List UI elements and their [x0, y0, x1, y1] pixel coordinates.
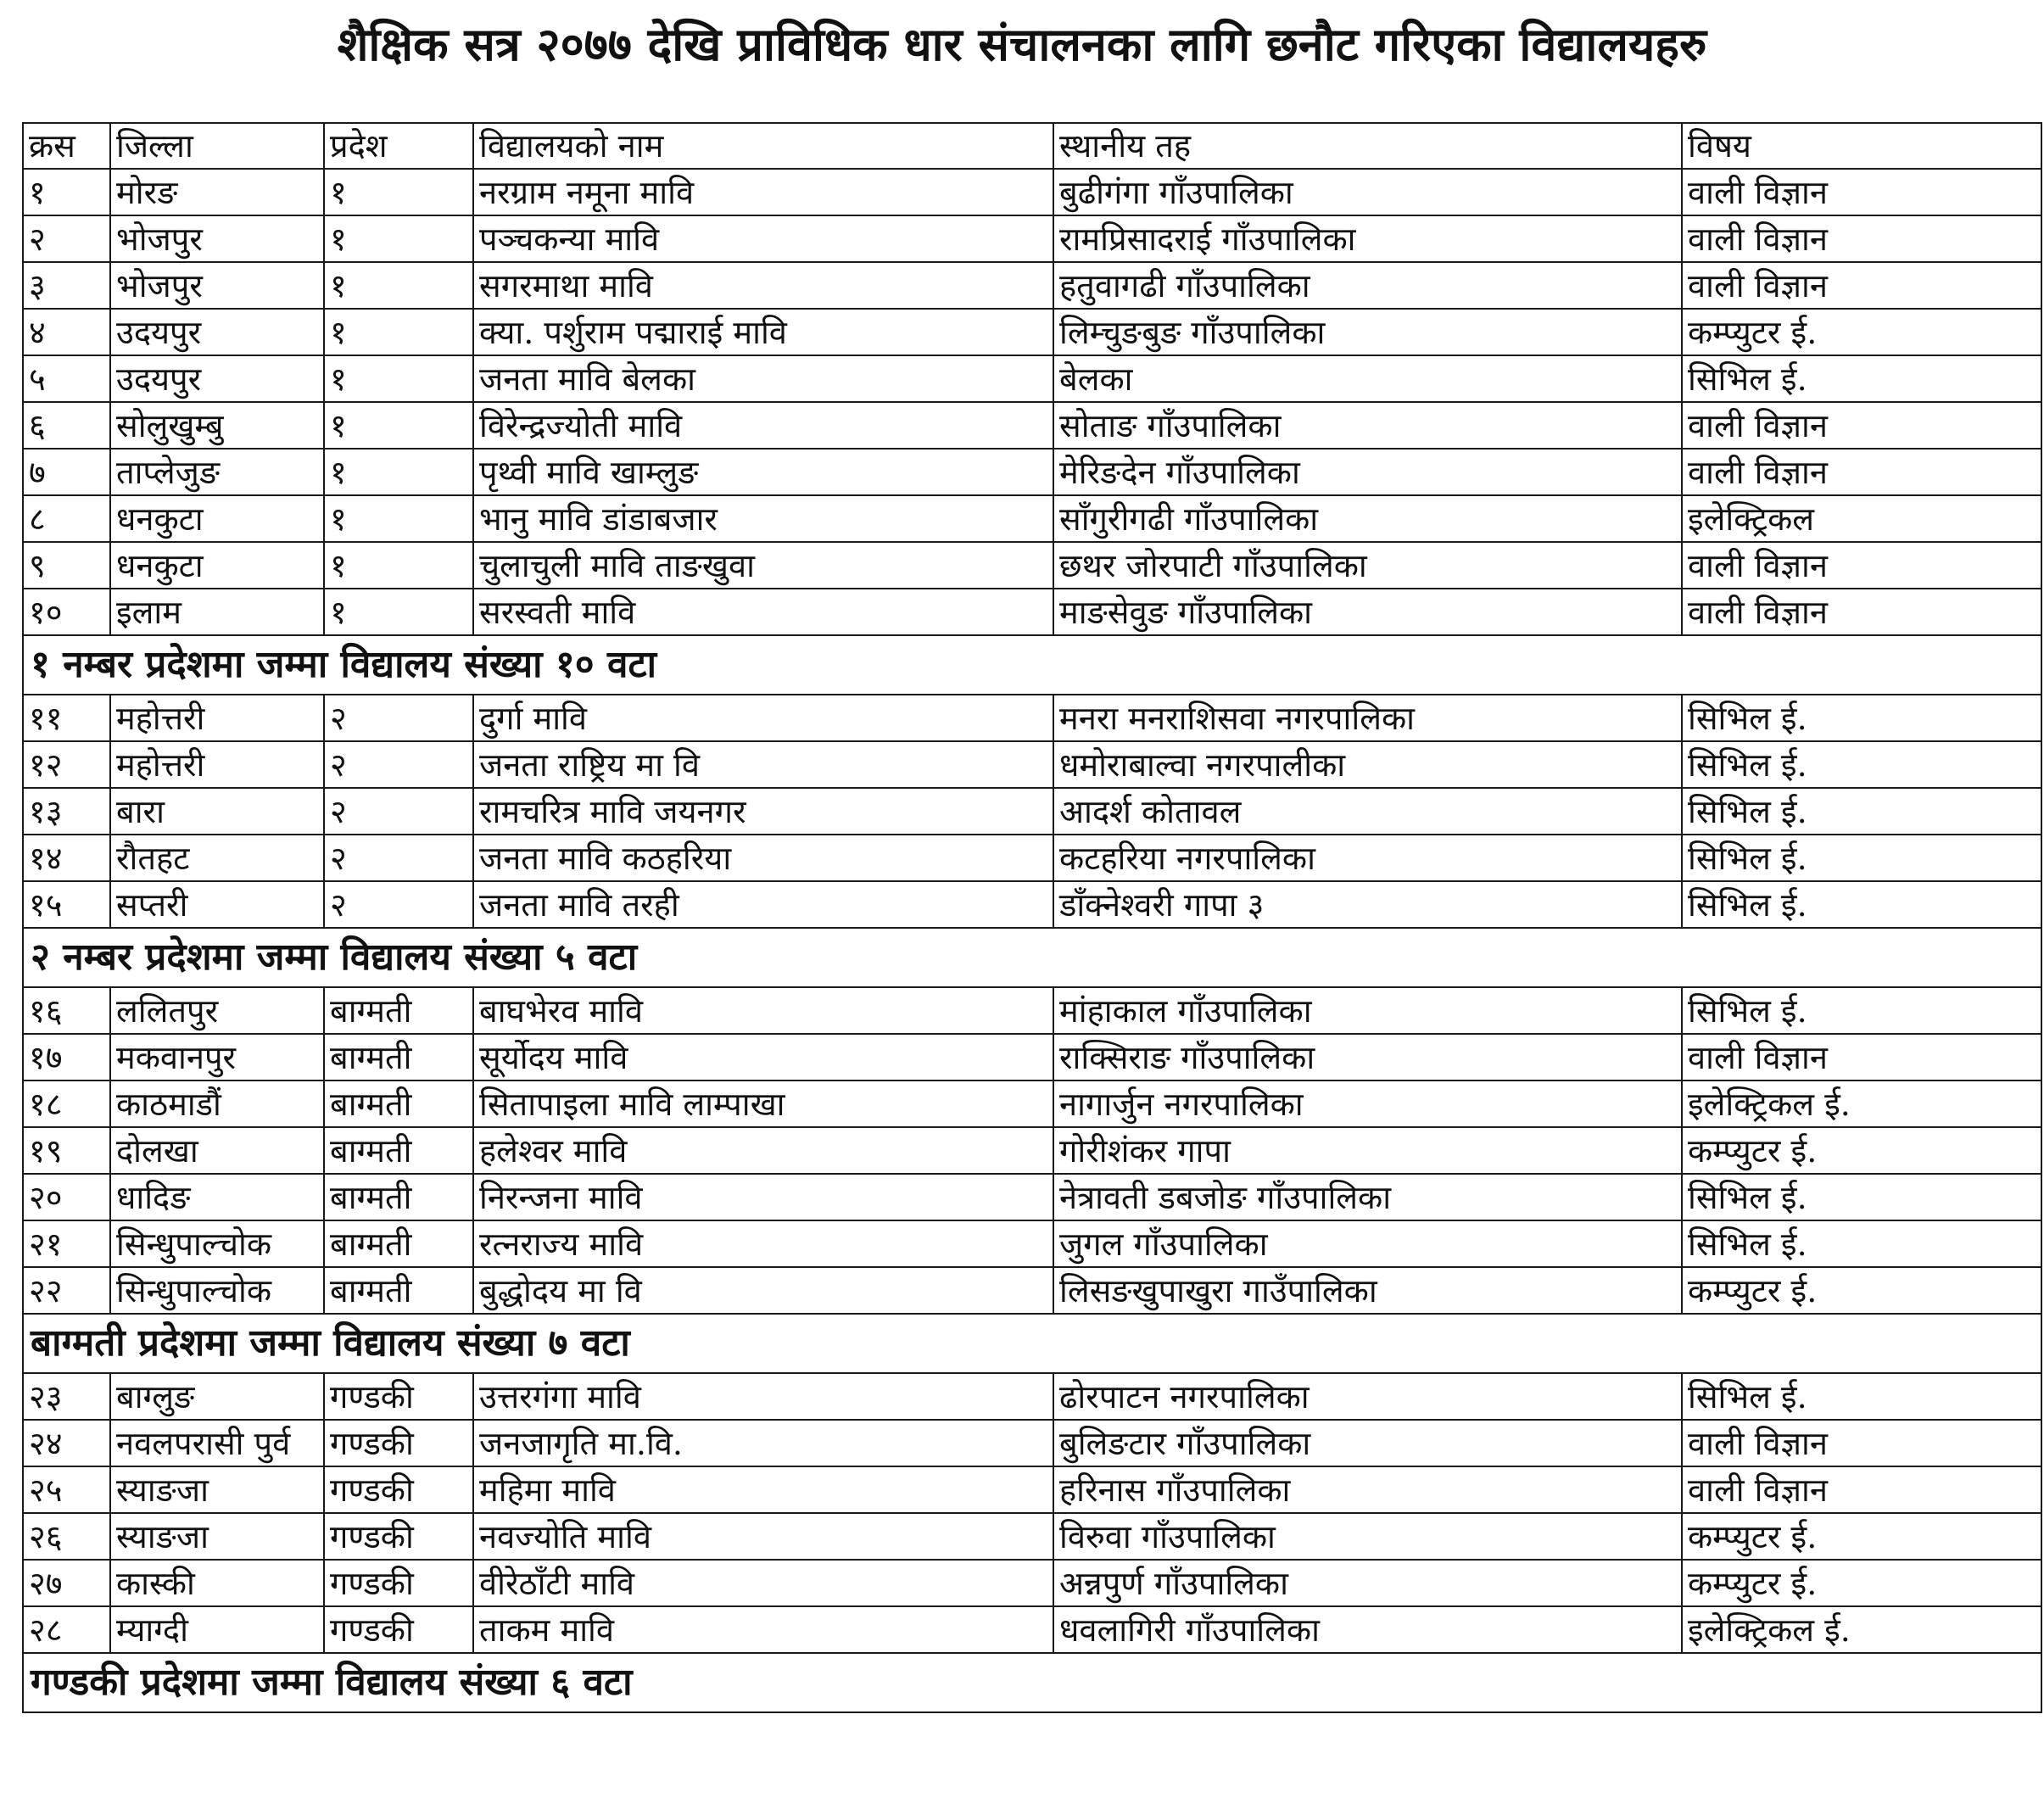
cell-local-level: बेलका [1053, 355, 1682, 402]
cell-school-name: सूर्योदय मावि [473, 1034, 1053, 1080]
table-row [23, 1127, 2041, 1174]
schools-table-body [23, 123, 2041, 1712]
cell-local-level: डाँक्नेश्वरी गापा ३ [1053, 881, 1682, 928]
cell-province: २ [324, 741, 473, 788]
cell-serial: २२ [23, 1267, 110, 1314]
cell-district: सप्तरी [110, 881, 324, 928]
cell-serial: १२ [23, 741, 110, 788]
province-summary-text: १ नम्बर प्रदेशमा जम्मा विद्यालय संख्या १० वटा [23, 635, 2041, 695]
cell-district: ताप्लेजुङ [110, 449, 324, 495]
cell-local-level: आदर्श कोतावल [1053, 788, 1682, 835]
table-row [23, 1080, 2041, 1127]
province-summary-text: बाग्मती प्रदेशमा जम्मा विद्यालय संख्या ७ वटा [23, 1314, 2041, 1373]
cell-school-name: जनता राष्ट्रिय मा वि [473, 741, 1053, 788]
cell-school-name: पृथ्वी मावि खाम्लुङ [473, 449, 1053, 495]
cell-subject: कम्प्युटर ई. [1682, 309, 2041, 355]
cell-local-level: नागार्जुन नगरपालिका [1053, 1080, 1682, 1127]
table-row [23, 402, 2041, 449]
cell-province: १ [324, 542, 473, 589]
table-row [23, 542, 2041, 589]
cell-subject: सिभिल ई. [1682, 741, 2041, 788]
cell-serial: २० [23, 1174, 110, 1220]
table-row [23, 355, 2041, 402]
table-row [23, 1466, 2041, 1513]
cell-province: १ [324, 262, 473, 309]
cell-school-name: नवज्योति मावि [473, 1513, 1053, 1560]
cell-province: गण्डकी [324, 1373, 473, 1420]
table-row [23, 1373, 2041, 1420]
cell-school-name: जनता मावि बेलका [473, 355, 1053, 402]
table-row [23, 1513, 2041, 1560]
cell-serial: २५ [23, 1466, 110, 1513]
cell-district: नवलपरासी पुर्व [110, 1420, 324, 1466]
cell-local-level: ढोरपाटन नगरपालिका [1053, 1373, 1682, 1420]
table-row [23, 835, 2041, 881]
table-row [23, 695, 2041, 741]
cell-school-name: सरस्वती मावि [473, 589, 1053, 635]
cell-local-level: छथर जोरपाटी गाँउपालिका [1053, 542, 1682, 589]
cell-local-level: रामप्रिसादराई गाँउपालिका [1053, 215, 1682, 262]
cell-district: भोजपुर [110, 262, 324, 309]
cell-serial: १८ [23, 1080, 110, 1127]
cell-serial: १६ [23, 987, 110, 1034]
table-row [23, 495, 2041, 542]
cell-local-level: लिसङखुपाखुरा गाउँपालिका [1053, 1267, 1682, 1314]
table-row [23, 309, 2041, 355]
cell-district: धादिङ [110, 1174, 324, 1220]
cell-province: गण्डकी [324, 1606, 473, 1653]
cell-local-level: साँगुरीगढी गाँउपालिका [1053, 495, 1682, 542]
cell-province: बाग्मती [324, 987, 473, 1034]
cell-school-name: निरन्जना मावि [473, 1174, 1053, 1220]
cell-province: २ [324, 881, 473, 928]
cell-province: बाग्मती [324, 1034, 473, 1080]
cell-subject: वाली विज्ञान [1682, 542, 2041, 589]
header-serial: क्रस [23, 123, 110, 169]
cell-school-name: रामचरित्र मावि जयनगर [473, 788, 1053, 835]
cell-school-name: जनता मावि कठहरिया [473, 835, 1053, 881]
cell-school-name: वीरेठाँटी मावि [473, 1560, 1053, 1606]
cell-subject: कम्प्युटर ई. [1682, 1513, 2041, 1560]
table-row [23, 215, 2041, 262]
cell-province: बाग्मती [324, 1174, 473, 1220]
cell-local-level: मेरिङदेन गाँउपालिका [1053, 449, 1682, 495]
cell-subject: सिभिल ई. [1682, 1373, 2041, 1420]
cell-district: सोलुखुम्बु [110, 402, 324, 449]
cell-subject: इलेक्ट्रिकल ई. [1682, 1606, 2041, 1653]
cell-school-name: पञ्चकन्या मावि [473, 215, 1053, 262]
cell-district: उदयपुर [110, 355, 324, 402]
cell-local-level: नेत्रावती डबजोङ गाँउपालिका [1053, 1174, 1682, 1220]
cell-province: २ [324, 695, 473, 741]
cell-subject: सिभिल ई. [1682, 1220, 2041, 1267]
cell-serial: १० [23, 589, 110, 635]
cell-subject: सिभिल ई. [1682, 788, 2041, 835]
cell-subject: इलेक्ट्रिकल [1682, 495, 2041, 542]
cell-local-level: विरुवा गाँउपालिका [1053, 1513, 1682, 1560]
cell-district: सिन्धुपाल्चोक [110, 1220, 324, 1267]
cell-local-level: जुगल गाँउपालिका [1053, 1220, 1682, 1267]
cell-serial: २४ [23, 1420, 110, 1466]
province-summary-row [23, 635, 2041, 695]
cell-serial: १ [23, 169, 110, 215]
cell-school-name: सगरमाथा मावि [473, 262, 1053, 309]
cell-serial: ६ [23, 402, 110, 449]
cell-school-name: बाघभेरव मावि [473, 987, 1053, 1034]
cell-serial: २३ [23, 1373, 110, 1420]
header-subject: विषय [1682, 123, 2041, 169]
cell-subject: वाली विज्ञान [1682, 215, 2041, 262]
cell-district: महोत्तरी [110, 695, 324, 741]
cell-serial: ३ [23, 262, 110, 309]
cell-subject: वाली विज्ञान [1682, 402, 2041, 449]
cell-district: धनकुटा [110, 542, 324, 589]
cell-school-name: नरग्राम नमूना मावि [473, 169, 1053, 215]
cell-province: १ [324, 449, 473, 495]
cell-school-name: हलेश्वर मावि [473, 1127, 1053, 1174]
table-row [23, 449, 2041, 495]
table-row [23, 1220, 2041, 1267]
cell-province: १ [324, 309, 473, 355]
cell-serial: ११ [23, 695, 110, 741]
cell-serial: ५ [23, 355, 110, 402]
table-row [23, 788, 2041, 835]
cell-serial: २७ [23, 1560, 110, 1606]
cell-local-level: बुलिङटार गाँउपालिका [1053, 1420, 1682, 1466]
table-row [23, 169, 2041, 215]
cell-local-level: धवलागिरी गाँउपालिका [1053, 1606, 1682, 1653]
cell-school-name: क्या. पर्शुराम पद्माराई मावि [473, 309, 1053, 355]
cell-district: बाग्लुङ [110, 1373, 324, 1420]
cell-serial: १५ [23, 881, 110, 928]
page-title: शैक्षिक सत्र २०७७ देखि प्राविधिक धार संचालनका लागि छनौट गरिएका विद्यालयहरु [337, 18, 1707, 71]
cell-province: बाग्मती [324, 1267, 473, 1314]
table-row [23, 1560, 2041, 1606]
cell-local-level: धमोराबाल्वा नगरपालीका [1053, 741, 1682, 788]
table-row [23, 262, 2041, 309]
province-summary-text: गण्डकी प्रदेशमा जम्मा विद्यालय संख्या ६ वटा [23, 1653, 2041, 1712]
cell-serial: ९ [23, 542, 110, 589]
cell-local-level: बुढीगंगा गाँउपालिका [1053, 169, 1682, 215]
cell-school-name: महिमा मावि [473, 1466, 1053, 1513]
cell-serial: १३ [23, 788, 110, 835]
cell-province: १ [324, 355, 473, 402]
cell-district: मकवानपुर [110, 1034, 324, 1080]
cell-serial: २१ [23, 1220, 110, 1267]
cell-province: गण्डकी [324, 1513, 473, 1560]
cell-school-name: ताकम मावि [473, 1606, 1053, 1653]
cell-district: दोलखा [110, 1127, 324, 1174]
cell-local-level: हरिनास गाँउपालिका [1053, 1466, 1682, 1513]
cell-serial: २ [23, 215, 110, 262]
cell-serial: २८ [23, 1606, 110, 1653]
cell-local-level: माङसेवुङ गाँउपालिका [1053, 589, 1682, 635]
cell-local-level: कटहरिया नगरपालिका [1053, 835, 1682, 881]
schools-table [22, 122, 2042, 1713]
cell-subject: सिभिल ई. [1682, 355, 2041, 402]
cell-local-level: मांहाकाल गाँउपालिका [1053, 987, 1682, 1034]
table-row [23, 1267, 2041, 1314]
cell-subject: सिभिल ई. [1682, 987, 2041, 1034]
cell-local-level: मनरा मनराशिसवा नगरपालिका [1053, 695, 1682, 741]
cell-province: २ [324, 835, 473, 881]
cell-school-name: बुद्धोदय मा वि [473, 1267, 1053, 1314]
table-row [23, 741, 2041, 788]
cell-subject: सिभिल ई. [1682, 881, 2041, 928]
cell-school-name: सितापाइला मावि लाम्पाखा [473, 1080, 1053, 1127]
cell-serial: १९ [23, 1127, 110, 1174]
province-summary-row [23, 1653, 2041, 1712]
cell-province: १ [324, 402, 473, 449]
cell-school-name: चुलाचुली मावि ताङखुवा [473, 542, 1053, 589]
cell-district: मोरङ [110, 169, 324, 215]
cell-subject: इलेक्ट्रिकल ई. [1682, 1080, 2041, 1127]
header-school-name: विद्यालयको नाम [473, 123, 1053, 169]
table-row [23, 1420, 2041, 1466]
cell-local-level: गोरीशंकर गापा [1053, 1127, 1682, 1174]
cell-district: महोत्तरी [110, 741, 324, 788]
cell-district: काठमाडौं [110, 1080, 324, 1127]
cell-serial: १७ [23, 1034, 110, 1080]
cell-local-level: राक्सिराङ गाँउपालिका [1053, 1034, 1682, 1080]
cell-school-name: दुर्गा मावि [473, 695, 1053, 741]
cell-subject: वाली विज्ञान [1682, 1034, 2041, 1080]
table-header-row [23, 123, 2041, 169]
cell-district: ललितपुर [110, 987, 324, 1034]
cell-province: २ [324, 788, 473, 835]
cell-district: सिन्धुपाल्चोक [110, 1267, 324, 1314]
cell-local-level: सोताङ गाँउपालिका [1053, 402, 1682, 449]
cell-subject: सिभिल ई. [1682, 695, 2041, 741]
cell-local-level: हतुवागढी गाँउपालिका [1053, 262, 1682, 309]
province-summary-row [23, 928, 2041, 987]
cell-school-name: उत्तरगंगा मावि [473, 1373, 1053, 1420]
cell-province: बाग्मती [324, 1220, 473, 1267]
cell-province: बाग्मती [324, 1080, 473, 1127]
cell-local-level: अन्नपुर्ण गाँउपालिका [1053, 1560, 1682, 1606]
cell-district: कास्की [110, 1560, 324, 1606]
cell-school-name: जनजागृति मा.वि. [473, 1420, 1053, 1466]
cell-district: म्याग्दी [110, 1606, 324, 1653]
cell-province: १ [324, 495, 473, 542]
table-row [23, 1034, 2041, 1080]
cell-province: गण्डकी [324, 1560, 473, 1606]
cell-serial: ४ [23, 309, 110, 355]
cell-subject: वाली विज्ञान [1682, 449, 2041, 495]
cell-province: बाग्मती [324, 1127, 473, 1174]
province-summary-text: २ नम्बर प्रदेशमा जम्मा विद्यालय संख्या ५ वटा [23, 928, 2041, 987]
cell-district: रौतहट [110, 835, 324, 881]
cell-school-name: भानु मावि डांडाबजार [473, 495, 1053, 542]
header-local-level: स्थानीय तह [1053, 123, 1682, 169]
table-row [23, 1606, 2041, 1653]
cell-province: १ [324, 169, 473, 215]
table-row [23, 589, 2041, 635]
cell-district: स्याङजा [110, 1513, 324, 1560]
table-row [23, 881, 2041, 928]
cell-school-name: जनता मावि तरही [473, 881, 1053, 928]
cell-district: इलाम [110, 589, 324, 635]
table-row [23, 1174, 2041, 1220]
cell-subject: वाली विज्ञान [1682, 589, 2041, 635]
cell-district: स्याङजा [110, 1466, 324, 1513]
cell-subject: वाली विज्ञान [1682, 1466, 2041, 1513]
cell-subject: कम्प्युटर ई. [1682, 1127, 2041, 1174]
cell-province: १ [324, 589, 473, 635]
cell-serial: ७ [23, 449, 110, 495]
cell-subject: वाली विज्ञान [1682, 169, 2041, 215]
cell-subject: सिभिल ई. [1682, 835, 2041, 881]
cell-province: गण्डकी [324, 1420, 473, 1466]
table-row [23, 987, 2041, 1034]
cell-district: उदयपुर [110, 309, 324, 355]
cell-subject: कम्प्युटर ई. [1682, 1560, 2041, 1606]
cell-serial: २६ [23, 1513, 110, 1560]
cell-school-name: विरेन्द्रज्योती मावि [473, 402, 1053, 449]
header-province: प्रदेश [324, 123, 473, 169]
cell-school-name: रत्नराज्य मावि [473, 1220, 1053, 1267]
cell-serial: १४ [23, 835, 110, 881]
cell-district: बारा [110, 788, 324, 835]
cell-province: गण्डकी [324, 1466, 473, 1513]
cell-serial: ८ [23, 495, 110, 542]
province-summary-row [23, 1314, 2041, 1373]
cell-local-level: लिम्चुङबुङ गाँउपालिका [1053, 309, 1682, 355]
cell-subject: वाली विज्ञान [1682, 1420, 2041, 1466]
cell-subject: कम्प्युटर ई. [1682, 1267, 2041, 1314]
cell-subject: सिभिल ई. [1682, 1174, 2041, 1220]
cell-district: धनकुटा [110, 495, 324, 542]
cell-district: भोजपुर [110, 215, 324, 262]
header-district: जिल्ला [110, 123, 324, 169]
cell-subject: वाली विज्ञान [1682, 262, 2041, 309]
cell-province: १ [324, 215, 473, 262]
